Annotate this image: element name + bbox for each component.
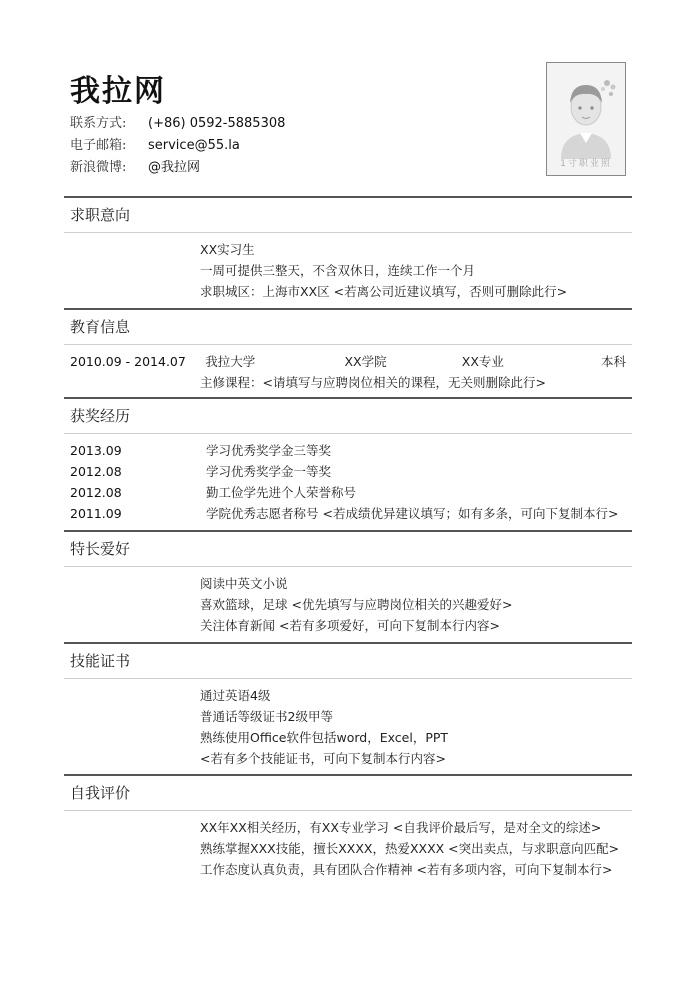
section-body [64, 440, 632, 524]
section-body [64, 351, 632, 393]
list-item [64, 372, 632, 393]
award-text: 勤工俭学先进个人荣誉称号 [206, 485, 357, 500]
list-item: 熟练掌握XXX技能，擅长XXXX，热爱XXXX <突出卖点，与求职意向匹配> [200, 841, 620, 856]
list-item: 普通话等级证书2级甲等 [200, 709, 333, 724]
section-title: 教育信息 [70, 318, 131, 336]
courses: 主修课程：<请填写与应聘岗位相关的课程，无关则删除此行> [200, 375, 546, 390]
section-divider [64, 774, 632, 776]
section-title: 特长爱好 [70, 540, 131, 558]
contact-label: 联系方式: [70, 116, 127, 131]
award-date: 2012.08 [70, 464, 122, 479]
section-divider [64, 308, 632, 310]
section-education [64, 308, 632, 393]
list-item: <若有多个技能证书，可向下复制本行内容> [200, 751, 446, 766]
section-skills [64, 642, 632, 769]
section-title: 自我评价 [70, 784, 131, 802]
contact-label: 新浪微博: [70, 160, 127, 175]
section-divider [64, 642, 632, 644]
section-body [64, 573, 632, 636]
section-self-evaluation [64, 774, 632, 880]
section-title: 技能证书 [70, 652, 131, 670]
section-body [64, 685, 632, 769]
photo-caption: 1寸职业照 [560, 159, 612, 169]
phone-value: (+86) 0592-5885308 [148, 116, 286, 131]
contact-row-email [70, 135, 285, 157]
contact-block [70, 113, 285, 179]
candidate-name: 我拉网 [70, 74, 166, 109]
award-date: 2011.09 [70, 506, 122, 521]
award-row [64, 461, 632, 482]
education-period: 2010.09 - 2014.07 [70, 354, 186, 369]
award-row [64, 440, 632, 461]
list-item [64, 239, 632, 260]
section-underline [64, 433, 632, 434]
weibo-value: @我拉网 [148, 160, 201, 175]
education-row [64, 351, 632, 372]
section-intention [64, 196, 632, 302]
section-underline [64, 232, 632, 233]
contact-row-weibo [70, 157, 285, 179]
section-title: 求职意向 [70, 206, 131, 224]
profile-photo [546, 62, 626, 176]
list-item: 喜欢篮球，足球 <优先填写与应聘岗位相关的兴趣爱好> [200, 597, 513, 612]
section-underline [64, 344, 632, 345]
section-title: 获奖经历 [70, 407, 131, 425]
school-name: 我拉大学 [205, 354, 256, 369]
list-item: 熟练使用Office软件包括word，Excel，PPT [200, 730, 449, 745]
section-body [64, 817, 632, 880]
contact-row-phone [70, 113, 285, 135]
list-item: 一周可提供三整天，不含双休日，连续工作一个月 [200, 263, 476, 278]
award-row [64, 503, 632, 524]
section-divider [64, 530, 632, 532]
section-awards [64, 397, 632, 524]
list-item: XX年XX相关经历，有XX专业学习 <自我评价最后写，是对全文的综述> [200, 820, 602, 835]
degree: 本科 [600, 354, 626, 369]
award-row [64, 482, 632, 503]
section-divider [64, 397, 632, 399]
award-date: 2012.08 [70, 485, 122, 500]
award-date: 2013.09 [70, 443, 122, 458]
award-text: 学习优秀奖学金一等奖 [206, 464, 332, 479]
section-underline [64, 810, 632, 811]
list-item: 求职城区：上海市XX区 <若离公司近建议填写，否则可删除此行> [200, 284, 568, 299]
section-hobbies [64, 530, 632, 636]
award-text: 学院优秀志愿者称号 <若成绩优异建议填写；如有多条，可向下复制本行> [206, 506, 619, 521]
award-text: 学习优秀奖学金三等奖 [206, 443, 332, 458]
list-item: 关注体育新闻 <若有多项爱好，可向下复制本行内容> [200, 618, 500, 633]
section-body [64, 239, 632, 302]
major-name: XX专业 [461, 354, 504, 369]
contact-label: 电子邮箱: [70, 138, 127, 153]
intention-position: XX实习生 [200, 242, 255, 257]
section-underline [64, 566, 632, 567]
college-name: XX学院 [344, 354, 387, 369]
section-divider [64, 196, 632, 198]
email-value: service@55.la [148, 138, 240, 153]
section-underline [64, 678, 632, 679]
list-item: 工作态度认真负责，具有团队合作精神 <若有多项内容，可向下复制本行> [200, 862, 613, 877]
list-item: 通过英语4级 [200, 688, 271, 703]
list-item: 阅读中英文小说 [200, 576, 288, 591]
